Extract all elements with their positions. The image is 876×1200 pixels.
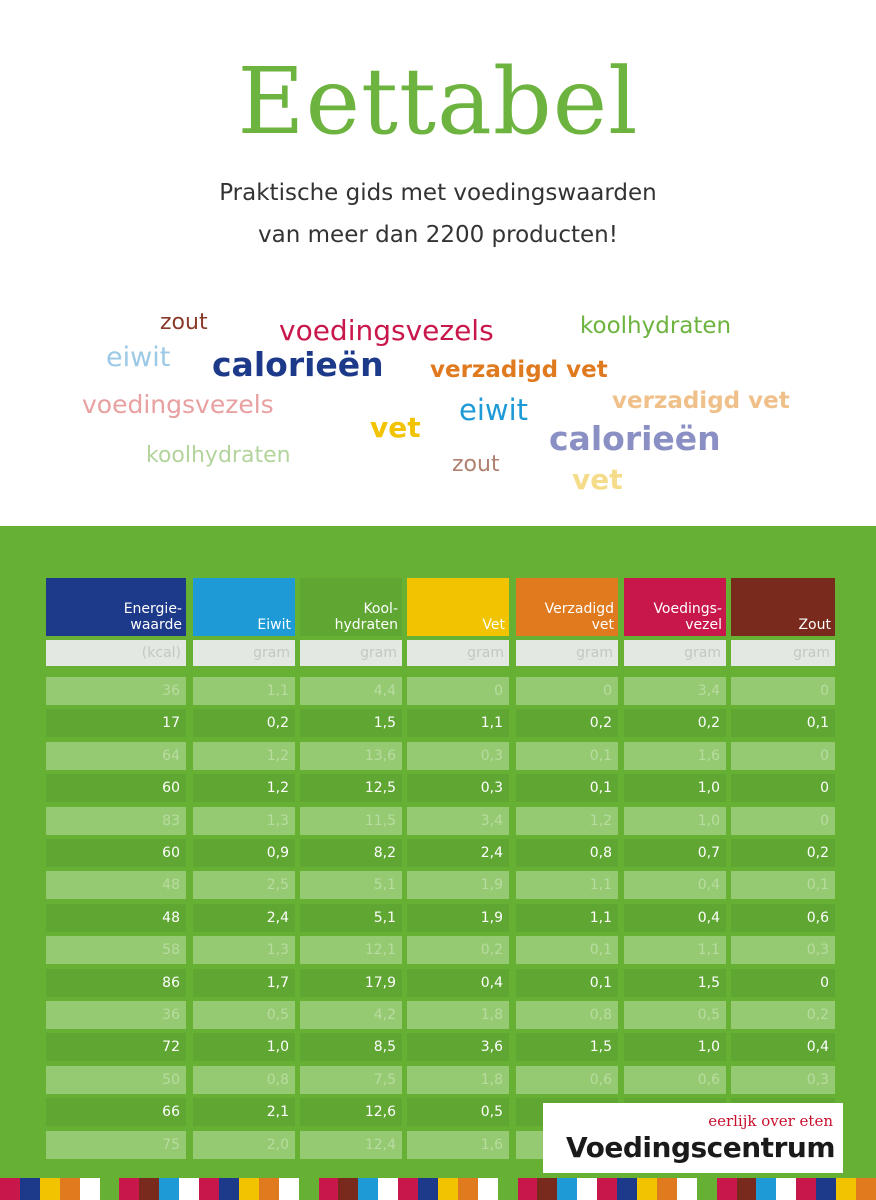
table-cell: 4,4 xyxy=(300,677,402,705)
table-cell: 2,5 xyxy=(193,871,295,899)
stripe xyxy=(756,1178,776,1200)
cloud-word: vet xyxy=(572,463,623,496)
table-cell: 58 xyxy=(46,936,186,964)
stripe xyxy=(299,1178,319,1200)
cloud-word: eiwit xyxy=(459,393,529,427)
subtitle-line-2: van meer dan 2200 producten! xyxy=(258,222,618,248)
table-cell: 0 xyxy=(731,742,835,770)
table-cell: 1,3 xyxy=(193,807,295,835)
table-cell: 0,3 xyxy=(407,742,509,770)
stripe xyxy=(438,1178,458,1200)
stripe xyxy=(179,1178,199,1200)
stripe xyxy=(537,1178,557,1200)
stripe xyxy=(139,1178,159,1200)
table-cell: 1,5 xyxy=(300,709,402,737)
column-unit: gram xyxy=(731,640,835,666)
column-header xyxy=(731,578,835,636)
table-cell: 1,5 xyxy=(624,969,726,997)
table-cell: 86 xyxy=(46,969,186,997)
table-cell: 50 xyxy=(46,1066,186,1094)
table-cell: 0,3 xyxy=(407,774,509,802)
table-cell: 1,1 xyxy=(516,871,618,899)
stripe xyxy=(40,1178,60,1200)
stripe xyxy=(478,1178,498,1200)
table-cell: 0,1 xyxy=(731,871,835,899)
table-cell: 0,1 xyxy=(516,742,618,770)
table-cell: 1,8 xyxy=(407,1001,509,1029)
stripe xyxy=(378,1178,398,1200)
table-cell: 0,8 xyxy=(516,839,618,867)
decorative-stripes xyxy=(0,1178,876,1200)
table-cell: 13,6 xyxy=(300,742,402,770)
stripe xyxy=(498,1178,518,1200)
cloud-word: zout xyxy=(452,452,500,477)
table-cell: 5,1 xyxy=(300,904,402,932)
table-cell: 0,3 xyxy=(731,1066,835,1094)
stripe xyxy=(816,1178,836,1200)
table-cell: 60 xyxy=(46,839,186,867)
table-cell: 1,8 xyxy=(407,1066,509,1094)
table-cell: 8,2 xyxy=(300,839,402,867)
stripe xyxy=(836,1178,856,1200)
table-cell: 83 xyxy=(46,807,186,835)
stripe xyxy=(677,1178,697,1200)
table-cell: 7,5 xyxy=(300,1066,402,1094)
table-cell: 1,0 xyxy=(624,807,726,835)
table-cell: 0,1 xyxy=(731,709,835,737)
table-cell: 0 xyxy=(407,677,509,705)
table-cell: 1,6 xyxy=(407,1131,509,1159)
stripe xyxy=(717,1178,737,1200)
table-cell: 0,9 xyxy=(193,839,295,867)
stripe xyxy=(259,1178,279,1200)
cloud-word: zout xyxy=(160,310,208,335)
cloud-word: verzadigd vet xyxy=(430,357,608,383)
table-cell: 1,9 xyxy=(407,871,509,899)
cloud-word: koolhydraten xyxy=(146,443,291,468)
table-cell: 0 xyxy=(731,677,835,705)
column-header-label: Verzadigd vet xyxy=(544,601,614,633)
column-header-label: Zout xyxy=(798,617,831,633)
table-cell: 1,1 xyxy=(516,904,618,932)
table-cell: 0,1 xyxy=(516,936,618,964)
stripe xyxy=(199,1178,219,1200)
table-cell: 2,1 xyxy=(193,1098,295,1126)
column-unit: (kcal) xyxy=(46,640,186,666)
table-cell: 1,2 xyxy=(193,742,295,770)
stripe xyxy=(319,1178,339,1200)
table-cell: 0,6 xyxy=(516,1066,618,1094)
stripe xyxy=(60,1178,80,1200)
stripe xyxy=(80,1178,100,1200)
stripe xyxy=(617,1178,637,1200)
cloud-word: calorieën xyxy=(549,419,721,458)
table-cell: 2,4 xyxy=(193,904,295,932)
cloud-word: eiwit xyxy=(106,342,171,373)
table-cell: 1,9 xyxy=(407,904,509,932)
table-cell: 1,1 xyxy=(624,936,726,964)
cloud-word: voedingsvezels xyxy=(279,314,494,347)
table-cell: 12,4 xyxy=(300,1131,402,1159)
table-cell: 12,5 xyxy=(300,774,402,802)
table-cell: 1,0 xyxy=(193,1033,295,1061)
table-cell: 64 xyxy=(46,742,186,770)
stripe xyxy=(597,1178,617,1200)
cloud-word: calorieën xyxy=(212,345,384,384)
table-cell: 0,4 xyxy=(407,969,509,997)
column-header xyxy=(300,578,402,636)
column-header-label: Energie- waarde xyxy=(123,601,182,633)
book-title: Eettabel xyxy=(237,48,639,155)
stripe xyxy=(418,1178,438,1200)
column-unit: gram xyxy=(193,640,295,666)
table-cell: 0 xyxy=(731,969,835,997)
column-unit: gram xyxy=(407,640,509,666)
stripe xyxy=(458,1178,478,1200)
stripe xyxy=(856,1178,876,1200)
cloud-word: koolhydraten xyxy=(580,313,732,339)
table-cell: 1,7 xyxy=(193,969,295,997)
table-cell: 2,4 xyxy=(407,839,509,867)
table-cell: 0,1 xyxy=(516,969,618,997)
table-cell: 1,6 xyxy=(624,742,726,770)
column-header-label: Vet xyxy=(482,617,505,633)
stripe xyxy=(358,1178,378,1200)
table-cell: 1,0 xyxy=(624,774,726,802)
table-cell: 17,9 xyxy=(300,969,402,997)
stripe xyxy=(159,1178,179,1200)
table-cell: 1,2 xyxy=(516,807,618,835)
table-cell: 0,5 xyxy=(193,1001,295,1029)
table-cell: 0,4 xyxy=(624,904,726,932)
table-cell: 0,2 xyxy=(624,709,726,737)
stripe xyxy=(637,1178,657,1200)
table-cell: 0,2 xyxy=(407,936,509,964)
column-header-label: Eiwit xyxy=(257,617,291,633)
logo-brand: Voedingscentrum xyxy=(566,1131,835,1164)
table-cell: 0,6 xyxy=(731,904,835,932)
table-cell: 1,0 xyxy=(624,1033,726,1061)
table-cell: 2,0 xyxy=(193,1131,295,1159)
table-cell: 0,2 xyxy=(193,709,295,737)
column-header xyxy=(193,578,295,636)
table-cell: 0,8 xyxy=(516,1001,618,1029)
stripe xyxy=(338,1178,358,1200)
stripe xyxy=(0,1178,20,1200)
table-cell: 11,5 xyxy=(300,807,402,835)
stripe xyxy=(20,1178,40,1200)
table-cell: 0,6 xyxy=(624,1066,726,1094)
stripe xyxy=(577,1178,597,1200)
table-cell: 0,8 xyxy=(193,1066,295,1094)
table-cell: 75 xyxy=(46,1131,186,1159)
table-cell: 12,1 xyxy=(300,936,402,964)
table-cell: 1,3 xyxy=(193,936,295,964)
table-cell: 0,3 xyxy=(731,936,835,964)
table-cell: 3,4 xyxy=(624,677,726,705)
table-cell: 0,5 xyxy=(407,1098,509,1126)
stripe xyxy=(239,1178,259,1200)
stripe xyxy=(518,1178,538,1200)
table-cell: 72 xyxy=(46,1033,186,1061)
column-header xyxy=(46,578,186,636)
column-header-label: Kool- hydraten xyxy=(334,601,398,633)
column-header xyxy=(407,578,509,636)
stripe xyxy=(697,1178,717,1200)
stripe xyxy=(776,1178,796,1200)
column-unit: gram xyxy=(516,640,618,666)
table-cell: 3,6 xyxy=(407,1033,509,1061)
column-unit: gram xyxy=(300,640,402,666)
table-cell: 1,1 xyxy=(407,709,509,737)
table-cell: 0 xyxy=(731,807,835,835)
stripe xyxy=(398,1178,418,1200)
stripe xyxy=(737,1178,757,1200)
table-cell: 0,4 xyxy=(624,871,726,899)
column-header xyxy=(624,578,726,636)
cloud-word: voedingsvezels xyxy=(82,390,274,419)
stripe xyxy=(219,1178,239,1200)
table-cell: 0,2 xyxy=(731,839,835,867)
table-cell: 1,5 xyxy=(516,1033,618,1061)
column-header xyxy=(516,578,618,636)
cloud-word: verzadigd vet xyxy=(612,388,790,414)
table-cell: 0,2 xyxy=(731,1001,835,1029)
cloud-word: vet xyxy=(370,411,421,444)
table-cell: 8,5 xyxy=(300,1033,402,1061)
table-cell: 36 xyxy=(46,1001,186,1029)
table-cell: 17 xyxy=(46,709,186,737)
table-cell: 1,1 xyxy=(193,677,295,705)
stripe xyxy=(119,1178,139,1200)
stripe xyxy=(279,1178,299,1200)
table-cell: 48 xyxy=(46,904,186,932)
table-cell: 48 xyxy=(46,871,186,899)
table-cell: 12,6 xyxy=(300,1098,402,1126)
table-cell: 36 xyxy=(46,677,186,705)
stripe xyxy=(657,1178,677,1200)
table-cell: 1,2 xyxy=(193,774,295,802)
table-cell: 0,1 xyxy=(516,774,618,802)
logo-tagline: eerlijk over eten xyxy=(708,1112,833,1130)
table-cell: 60 xyxy=(46,774,186,802)
table-cell: 66 xyxy=(46,1098,186,1126)
voedingscentrum-logo xyxy=(543,1103,843,1173)
table-cell: 0,4 xyxy=(731,1033,835,1061)
column-unit: gram xyxy=(624,640,726,666)
stripe xyxy=(796,1178,816,1200)
column-header-label: Voedings- vezel xyxy=(653,601,722,633)
table-cell: 0 xyxy=(731,774,835,802)
table-cell: 0 xyxy=(516,677,618,705)
table-cell: 3,4 xyxy=(407,807,509,835)
stripe xyxy=(100,1178,120,1200)
table-cell: 0,5 xyxy=(624,1001,726,1029)
stripe xyxy=(557,1178,577,1200)
table-cell: 4,2 xyxy=(300,1001,402,1029)
table-cell: 0,7 xyxy=(624,839,726,867)
table-cell: 5,1 xyxy=(300,871,402,899)
subtitle-line-1: Praktische gids met voedingswaarden xyxy=(219,180,657,206)
table-cell: 0,2 xyxy=(516,709,618,737)
